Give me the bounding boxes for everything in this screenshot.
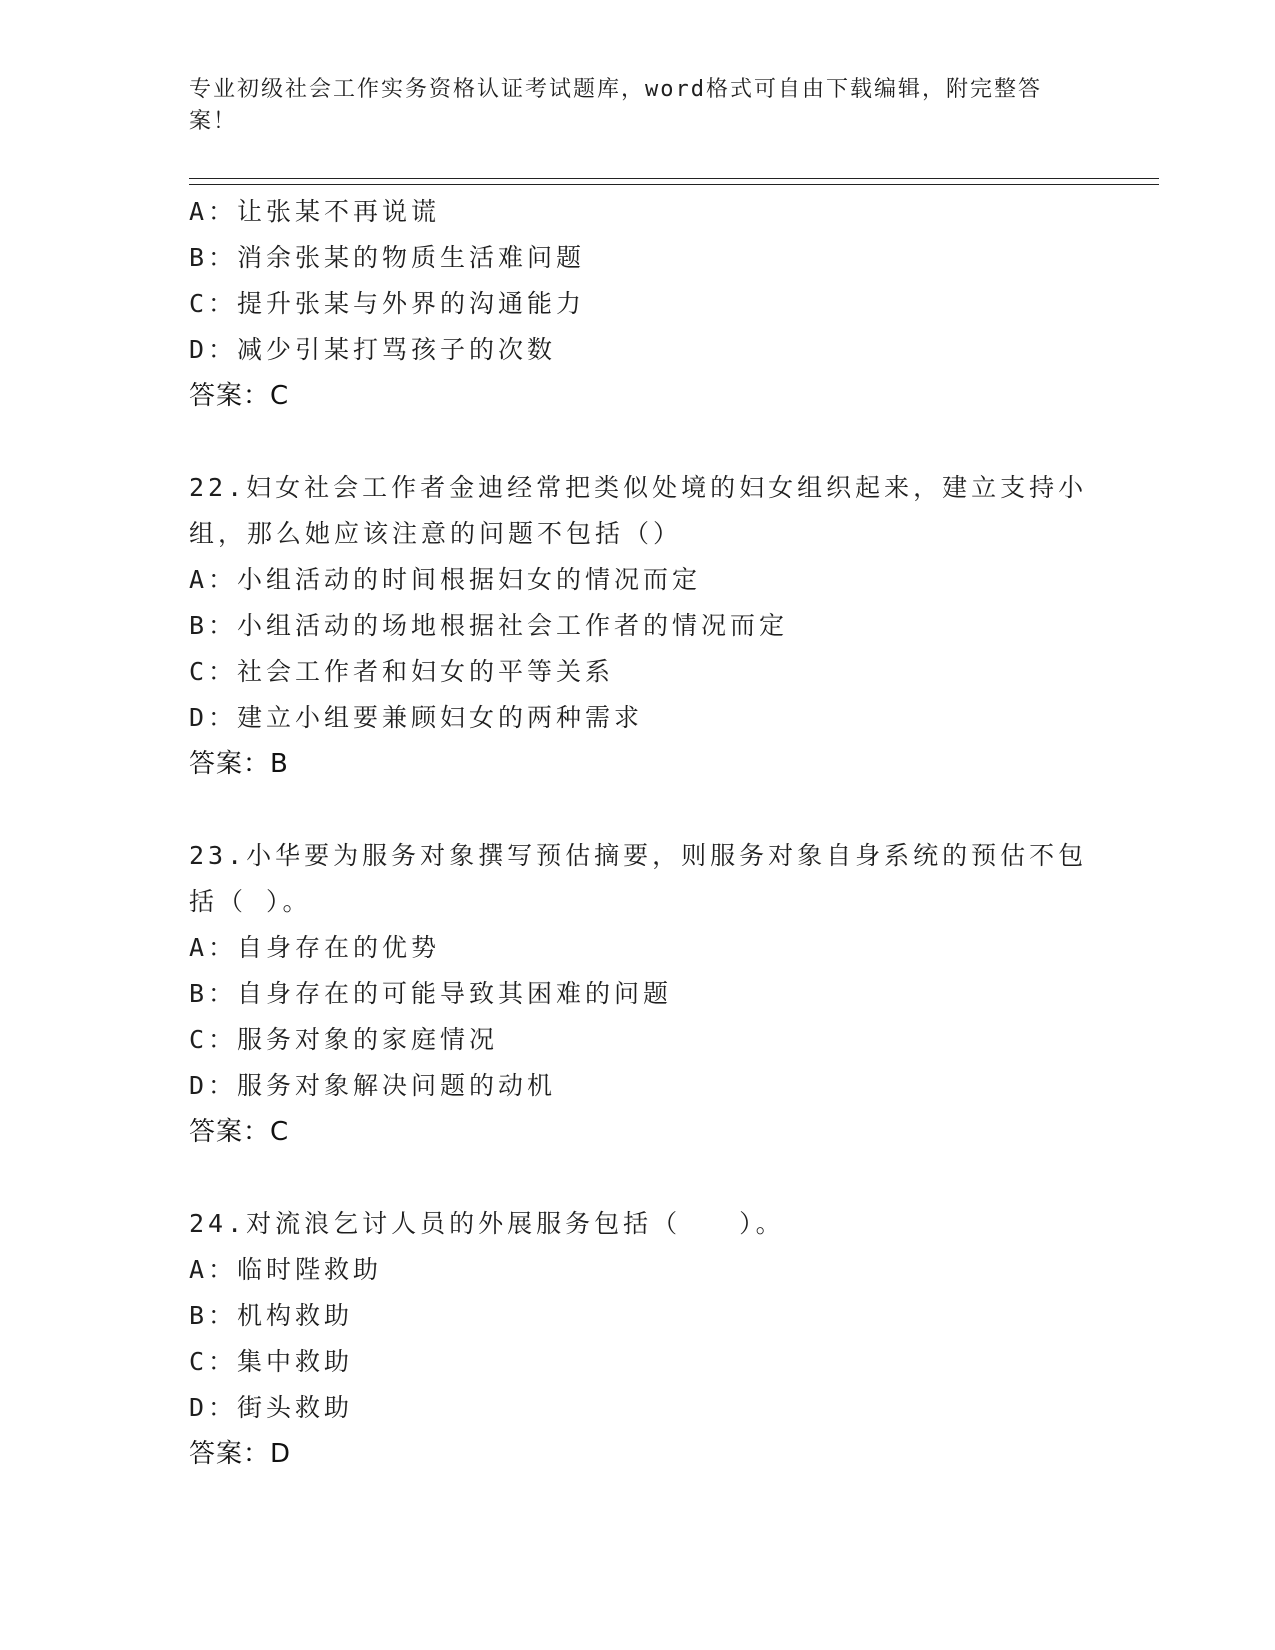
question-list — [189, 189, 1089, 1477]
answer-line — [189, 1109, 1089, 1155]
option-b: B：小组活动的场地根据社会工作者的情况而定 — [189, 611, 789, 640]
question-stem-line-1: 22.妇女社会工作者金迪经常把类似处境的妇女组织起来，建立支持小 — [189, 473, 1088, 502]
option-b: B：机构救助 — [189, 1301, 354, 1330]
answer-label: 答案： — [189, 381, 271, 411]
question-23 — [189, 833, 1089, 1155]
header-divider-bottom — [189, 184, 1159, 185]
answer-value: C — [270, 1117, 290, 1147]
option-b: B：自身存在的可能导致其困难的问题 — [189, 979, 673, 1008]
option-d: D：建立小组要兼顾妇女的两种需求 — [189, 703, 644, 732]
answer-value: D — [270, 1439, 292, 1469]
option-a: A：临时陛救助 — [189, 1255, 383, 1284]
question-22 — [189, 465, 1089, 787]
question-stem-line-1: 23.小华要为服务对象撰写预估摘要，则服务对象自身系统的预估不包 — [189, 841, 1088, 870]
answer-label: 答案： — [189, 1117, 271, 1147]
answer-line — [189, 373, 1089, 419]
answer-line — [189, 741, 1089, 787]
question-21 — [189, 189, 1089, 419]
option-a: A：让张某不再说谎 — [189, 197, 441, 226]
option-b: B：消余张某的物质生活难问题 — [189, 243, 586, 272]
question-stem-line-2: 括（ ）。 — [189, 887, 312, 916]
question-stem-line-1: 24.对流浪乞讨人员的外展服务包括（ ）。 — [189, 1209, 785, 1238]
option-c: C：服务对象的家庭情况 — [189, 1025, 499, 1054]
option-a: A：小组活动的时间根据妇女的情况而定 — [189, 565, 702, 594]
answer-label: 答案： — [189, 749, 271, 779]
option-c: C：提升张某与外界的沟通能力 — [189, 289, 586, 318]
answer-value: B — [270, 749, 289, 779]
header-line-1: 专业初级社会工作实务资格认证考试题库，word格式可自由下载编辑，附完整答 — [189, 77, 1042, 102]
option-d: D：街头救助 — [189, 1393, 354, 1422]
option-c: C：集中救助 — [189, 1347, 354, 1376]
option-c: C：社会工作者和妇女的平等关系 — [189, 657, 615, 686]
answer-label: 答案： — [189, 1439, 271, 1469]
option-d: D：减少引某打骂孩子的次数 — [189, 335, 557, 364]
answer-value: C — [270, 381, 290, 411]
answer-line — [189, 1431, 1089, 1477]
option-a: A：自身存在的优势 — [189, 933, 441, 962]
option-d: D：服务对象解决问题的动机 — [189, 1071, 557, 1100]
header-line-2: 案！ — [189, 109, 238, 134]
header-divider-top — [189, 178, 1159, 179]
question-24 — [189, 1201, 1089, 1477]
question-stem-line-2: 组，那么她应该注意的问题不包括（） — [189, 519, 683, 548]
document-header — [189, 74, 1089, 138]
